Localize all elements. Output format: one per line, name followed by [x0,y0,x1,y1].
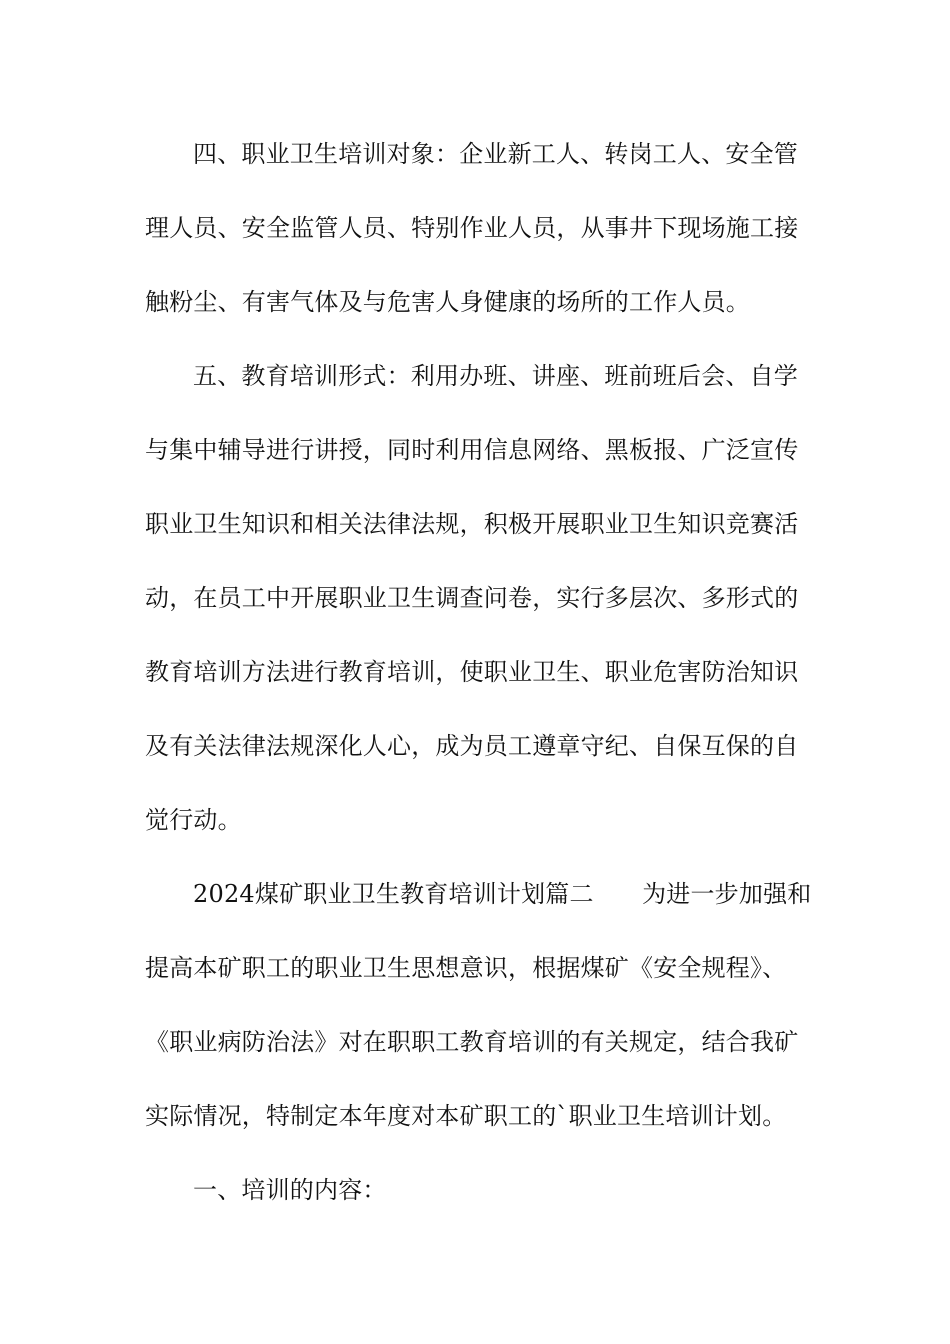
text-line: 《职业病防治法》对在职职工教育培训的有关规定，结合我矿 [145,1028,799,1056]
text-line: 一、培训的内容： [193,1176,387,1204]
text-line: 理人员、安全监管人员、特别作业人员，从事井下现场施工接 [145,214,799,242]
text-line: 与集中辅导进行讲授，同时利用信息网络、黑板报、广泛宣传 [145,436,799,464]
text-line: 及有关法律法规深化人心，成为员工遵章守纪、自保互保的自 [145,732,799,760]
text-line: 2024煤矿职业卫生教育培训计划篇二 为进一步加强和 [193,880,812,908]
paragraph-training-content-heading [145,1153,807,1227]
document-body [145,117,812,1227]
paragraph-training-forms [145,339,807,857]
text-line: 五、教育培训形式：利用办班、讲座、班前班后会、自学 [193,362,798,390]
text-line: 触粉尘、有害气体及与危害人身健康的场所的工作人员。 [145,288,750,316]
text-line: 教育培训方法进行教育培训，使职业卫生、职业危害防治知识 [145,658,799,686]
paragraph-training-targets [145,117,807,339]
text-line: 提高本矿职工的职业卫生思想意识，根据煤矿《安全规程》、 [145,954,787,982]
text-line: 觉行动。 [145,806,242,834]
text-line: 实际情况，特制定本年度对本矿职工的`职业卫生培训计划。 [145,1102,787,1130]
paragraph-plan-part-two [145,857,812,1153]
text-line: 四、职业卫生培训对象：企业新工人、转岗工人、安全管 [193,140,798,168]
text-line: 动，在员工中开展职业卫生调查问卷，实行多层次、多形式的 [145,584,799,612]
text-line: 职业卫生知识和相关法律法规，积极开展职业卫生知识竞赛活 [145,510,799,538]
